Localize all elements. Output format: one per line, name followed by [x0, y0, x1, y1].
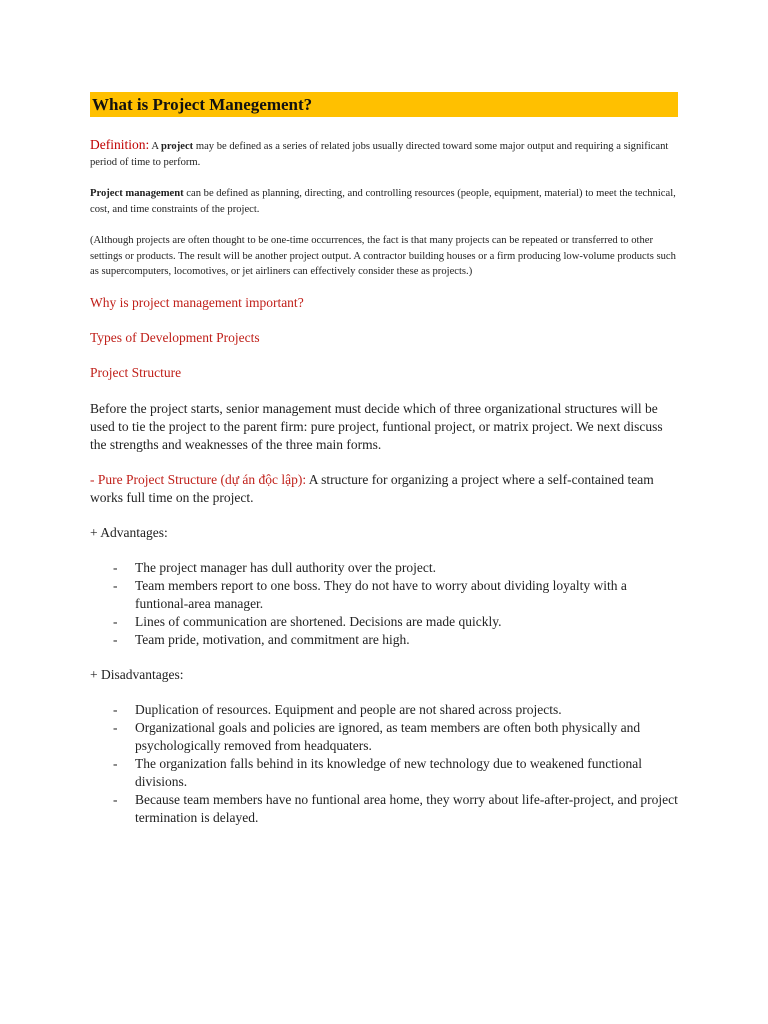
advantages-list — [90, 559, 678, 649]
list-item-text: Because team members have no funtional area home, they worry about life-after-project, and project termination is delayed. — [135, 791, 678, 825]
list-item-text: Lines of communication are shortened. Decisions are made quickly. — [135, 613, 502, 629]
list-item-text: Team members report to one boss. They do not have to worry about dividing loyalty with a funtional-area manager. — [135, 577, 627, 611]
list-dash: - — [113, 631, 118, 647]
project-management-paragraph — [90, 186, 678, 217]
definition-term: project — [161, 141, 194, 152]
project-management-term: Project management — [90, 188, 184, 199]
definition-label: Definition: — [90, 137, 150, 152]
list-dash: - — [113, 755, 118, 771]
intro-paragraph: Before the project starts, senior management must decide which of three organizational structures will be used to tie the project to the parent firm: pure project, funtional project, or matrix project. We next discuss the strengths and weaknesses of the three main forms. — [90, 400, 663, 452]
list-item — [90, 719, 678, 755]
list-item-text: The organization falls behind in its knowledge of new technology due to weakened functional divisions. — [135, 755, 642, 789]
note-paragraph: (Although projects are often thought to be one-time occurrences, the fact is that many projects can be repeated or transferred to other settings or products. The result will be another project output. A contractor building houses or a firm producing low-volume products such as supercomputers, locomotives, or jet airliners can effectively consider these as projects.) — [90, 235, 676, 277]
list-item-text: The project manager has dull authority over the project. — [135, 559, 437, 575]
document-page — [90, 92, 678, 827]
pure-project-label: - Pure Project Structure (dự án độc lập): — [90, 471, 307, 487]
list-dash: - — [113, 791, 118, 807]
list-item — [90, 755, 678, 791]
disadvantages-list — [90, 701, 678, 827]
project-management-text: can be defined as planning, directing, and controlling resources (people, equipment, material) to meet the technical, cost, and time constraints of the project. — [90, 188, 676, 215]
pure-project-text: A structure for organizing a project where a self-contained team works full time on the project. — [90, 471, 654, 505]
list-item — [90, 631, 678, 649]
list-item-text: Organizational goals and policies are ignored, as team members are often both physically and psychologically removed from headquaters. — [135, 719, 641, 753]
list-item-text: Team pride, motivation, and commitment are high. — [135, 631, 410, 647]
list-item — [90, 577, 678, 613]
definition-text: may be defined as a series of related jobs usually directed toward some major output and requiring a significant period of time to perform. — [90, 141, 669, 168]
heading-why-important: Why is project management important? — [90, 294, 304, 310]
pure-project-paragraph — [90, 471, 678, 507]
definition-paragraph — [90, 137, 678, 170]
disadvantages-heading: + Disadvantages: — [90, 666, 184, 682]
list-item — [90, 559, 678, 577]
heading-project-structure: Project Structure — [90, 364, 182, 380]
list-dash: - — [113, 701, 118, 717]
list-dash: - — [113, 719, 118, 735]
list-dash: - — [113, 559, 118, 575]
list-item — [90, 701, 678, 719]
page-title: What is Project Manegement? — [90, 92, 678, 117]
definition-prefix: A — [149, 141, 162, 152]
heading-types: Types of Development Projects — [90, 329, 260, 345]
list-item-text: Duplication of resources. Equipment and people are not shared across projects. — [135, 701, 562, 717]
list-item — [90, 791, 678, 827]
list-item — [90, 613, 678, 631]
list-dash: - — [113, 613, 118, 629]
list-dash: - — [113, 577, 118, 593]
advantages-heading: + Advantages: — [90, 524, 168, 540]
